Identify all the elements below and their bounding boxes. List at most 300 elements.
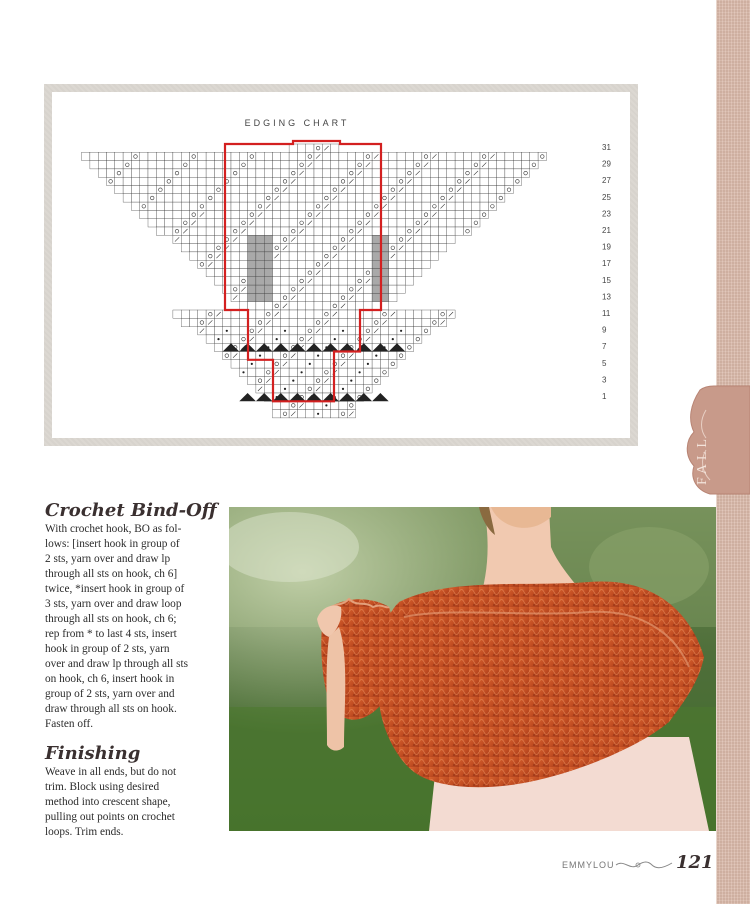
chart-cell: [405, 327, 413, 335]
chart-cell: [156, 194, 164, 202]
chart-cell: [405, 318, 413, 326]
chart-cell: [297, 152, 305, 160]
row-number: 13: [602, 292, 611, 302]
chart-cell: [364, 152, 372, 160]
row-number: 11: [602, 309, 611, 318]
chart-cell: [165, 161, 173, 169]
chart-cell: [248, 152, 256, 160]
chart-cell: [372, 376, 380, 384]
chart-cell: [339, 310, 347, 318]
chart-cell: [281, 219, 289, 227]
chart-cell: [331, 152, 339, 160]
chart-cell: [347, 277, 355, 285]
chart-cell: [372, 252, 380, 260]
chart-cell: [206, 169, 214, 177]
chart-cell: [297, 260, 305, 268]
chart-cell: [430, 219, 438, 227]
chart-cell: [372, 244, 380, 252]
chart-cell: [281, 269, 289, 277]
chart-cell: [297, 352, 305, 360]
chart-cell: [314, 186, 322, 194]
chart-cell: [131, 194, 139, 202]
shawl-photo: [229, 507, 716, 831]
chart-cell: [364, 352, 372, 360]
chart-cell: [107, 152, 115, 160]
row-number: 21: [602, 226, 611, 235]
chart-cell: [231, 210, 239, 218]
chart-cell: [131, 186, 139, 194]
chart-cell: [372, 194, 380, 202]
chart-cell: [289, 252, 297, 260]
chart-cell: [239, 194, 247, 202]
chart-cell: [306, 202, 314, 210]
chart-cell: [173, 161, 181, 169]
chart-cell: [463, 161, 471, 169]
chart-cell: [372, 302, 380, 310]
chart-cell: [140, 202, 148, 210]
chart-cell: [430, 202, 438, 210]
chart-cell: [480, 202, 488, 210]
chart-cell: [231, 335, 239, 343]
chart-cell: [248, 161, 256, 169]
chart-cell: [231, 285, 239, 293]
chart-cell: [314, 169, 322, 177]
chart-cell: [405, 335, 413, 343]
chart-cell: [289, 244, 297, 252]
chart-cell: [455, 161, 463, 169]
chart-cell: [256, 310, 264, 318]
chart-cell: [339, 202, 347, 210]
chart-cell: [347, 152, 355, 160]
chart-cell: [422, 186, 430, 194]
chart-cell: [397, 285, 405, 293]
chart-cell: [339, 219, 347, 227]
chart-cell: [297, 318, 305, 326]
chart-cell: [347, 327, 355, 335]
chart-cell: [264, 227, 272, 235]
chart-cell: [256, 202, 264, 210]
chart-cell: [439, 310, 447, 318]
purl-symbol: [276, 338, 278, 340]
chart-cell: [314, 302, 322, 310]
chart-cell: [273, 293, 281, 301]
chart-cell: [156, 177, 164, 185]
chart-cell: [480, 194, 488, 202]
chart-cell: [389, 285, 397, 293]
chart-cell: [148, 194, 156, 202]
chart-cell: [389, 210, 397, 218]
chart-cell: [148, 169, 156, 177]
chart-cell: [347, 186, 355, 194]
chart-cell: [314, 285, 322, 293]
chart-cell: [488, 194, 496, 202]
chart-cell: [223, 352, 231, 360]
section-title-crochet-bind-off: Crochet Bind-Off: [45, 500, 217, 521]
chart-cell: [248, 252, 256, 260]
row-number: 25: [602, 192, 611, 202]
chart-cell: [190, 318, 198, 326]
chart-cell: [239, 327, 247, 335]
chart-cell: [314, 376, 322, 384]
chart-cell: [148, 219, 156, 227]
chart-cell: [414, 219, 422, 227]
chart-cell: [422, 152, 430, 160]
chart-cell: [356, 177, 364, 185]
chart-cell: [256, 252, 264, 260]
chart-cell: [439, 219, 447, 227]
chart-cell: [405, 269, 413, 277]
purl-symbol: [325, 404, 327, 406]
chart-cell: [264, 210, 272, 218]
chart-cell: [422, 318, 430, 326]
chart-cell: [173, 202, 181, 210]
chart-cell: [289, 152, 297, 160]
chart-cell: [297, 376, 305, 384]
chart-cell: [264, 177, 272, 185]
chart-cell: [273, 285, 281, 293]
chart-cell: [414, 177, 422, 185]
chart-cell: [488, 202, 496, 210]
chart-cells: [82, 144, 547, 418]
chart-cell: [497, 194, 505, 202]
chart-cell: [281, 161, 289, 169]
chart-cell: [405, 227, 413, 235]
chart-cell: [488, 169, 496, 177]
chart-cell: [281, 252, 289, 260]
chart-cell: [364, 194, 372, 202]
chart-cell: [107, 177, 115, 185]
chart-cell: [190, 177, 198, 185]
chart-cell: [405, 169, 413, 177]
chart-cell: [322, 293, 330, 301]
purl-symbol: [292, 380, 294, 382]
chart-cell: [115, 177, 123, 185]
chart-cell: [140, 169, 148, 177]
chart-cell: [273, 202, 281, 210]
chart-cell: [165, 186, 173, 194]
chart-cell: [314, 293, 322, 301]
chart-cell: [513, 177, 521, 185]
chart-cell: [181, 202, 189, 210]
row-number: 29: [602, 159, 611, 169]
chart-cell: [281, 177, 289, 185]
chart-cell: [347, 269, 355, 277]
chart-cell: [364, 235, 372, 243]
chart-cell: [165, 152, 173, 160]
chart-cell: [389, 161, 397, 169]
chart-cell: [239, 177, 247, 185]
chart-cell: [347, 202, 355, 210]
chart-cell: [264, 260, 272, 268]
chart-cell: [297, 293, 305, 301]
chart-cell: [115, 152, 123, 160]
chart-cell: [206, 161, 214, 169]
chart-cell: [281, 194, 289, 202]
chart-cell: [214, 177, 222, 185]
chart-cell: [414, 186, 422, 194]
chart-cell: [364, 252, 372, 260]
chart-cell: [181, 186, 189, 194]
chart-cell: [455, 152, 463, 160]
chart-cell: [123, 169, 131, 177]
chart-cell: [322, 310, 330, 318]
chart-cell: [347, 219, 355, 227]
chart-cell: [480, 169, 488, 177]
chart-cell: [389, 277, 397, 285]
chart-cell: [422, 310, 430, 318]
chart-cell: [256, 293, 264, 301]
chart-cell: [206, 202, 214, 210]
chart-cell: [405, 219, 413, 227]
chart-cell: [447, 161, 455, 169]
chart-cell: [190, 235, 198, 243]
chart-cell: [331, 177, 339, 185]
chart-cell: [356, 210, 364, 218]
chart-cell: [206, 310, 214, 318]
chart-cell: [223, 310, 231, 318]
chart-cell: [422, 210, 430, 218]
chart-cell: [389, 177, 397, 185]
chart-cell: [281, 202, 289, 210]
chart-cell: [297, 177, 305, 185]
chart-cell: [198, 318, 206, 326]
chart-cell: [231, 161, 239, 169]
section-body-crochet-bind-off: With crochet hook, BO as fol- lows: [insert hook in group of 2 sts, yarn over and draw lp through all sts on hook, ch 6] twice, *insert hook in group of 3 sts, yarn over and draw loop through all sts on hook, ch 6; rep from * to last 4 sts, insert hook in group of 2 sts, yarn over and draw lp through all sts on hook, ch 6, insert hook in group of 2 sts, yarn over and draw through all sts on hook. Fasten off.: [45, 523, 189, 730]
chart-cell: [488, 186, 496, 194]
chart-cell: [405, 252, 413, 260]
chart-cell: [289, 360, 297, 368]
chart-cell: [256, 269, 264, 277]
chart-cell: [248, 368, 256, 376]
chart-cell: [439, 210, 447, 218]
chart-cell: [322, 210, 330, 218]
chart-cell: [289, 219, 297, 227]
chart-cell: [273, 410, 281, 418]
chart-cell: [214, 186, 222, 194]
chart-cell: [331, 318, 339, 326]
row-number: 7: [602, 342, 607, 352]
chart-cell: [447, 235, 455, 243]
chart-cell: [347, 252, 355, 260]
chart-cell: [455, 194, 463, 202]
chart-cell: [264, 327, 272, 335]
purl-symbol: [359, 371, 361, 373]
chart-cell: [239, 169, 247, 177]
chart-cell: [389, 227, 397, 235]
chart-cell: [198, 310, 206, 318]
chart-cell: [372, 260, 380, 268]
chart-cell: [405, 343, 413, 351]
chart-cell: [356, 376, 364, 384]
chart-cell: [414, 310, 422, 318]
chart-cell: [140, 210, 148, 218]
chart-cell: [414, 327, 422, 335]
chart-cell: [322, 219, 330, 227]
chart-cell: [331, 227, 339, 235]
chart-cell: [165, 169, 173, 177]
chart-cell: [389, 360, 397, 368]
chart-cell: [190, 252, 198, 260]
chart-cell: [264, 277, 272, 285]
chart-cell: [463, 194, 471, 202]
chart-cell: [231, 177, 239, 185]
chart-cell: [314, 401, 322, 409]
chart-cell: [256, 177, 264, 185]
chart-cell: [156, 169, 164, 177]
chart-cell: [422, 235, 430, 243]
chart-cell: [455, 177, 463, 185]
chart-cell: [273, 210, 281, 218]
chart-cell: [364, 285, 372, 293]
chart-cell: [414, 210, 422, 218]
page-number: 121: [676, 852, 714, 873]
chart-cell: [181, 244, 189, 252]
chart-cell: [322, 152, 330, 160]
chart-cell: [480, 152, 488, 160]
chart-cell: [347, 401, 355, 409]
chart-cell: [322, 177, 330, 185]
chart-cell: [513, 161, 521, 169]
chart-cell: [322, 244, 330, 252]
chart-cell: [347, 210, 355, 218]
chart-cell: [289, 310, 297, 318]
chart-cell: [273, 235, 281, 243]
chart-cell: [414, 335, 422, 343]
chart-cell: [231, 169, 239, 177]
chart-cell: [331, 244, 339, 252]
chart-cell: [248, 293, 256, 301]
chart-cell: [231, 227, 239, 235]
chart-cell: [206, 194, 214, 202]
row-number: 1: [602, 392, 607, 401]
chart-cell: [273, 401, 281, 409]
chart-cell: [339, 376, 347, 384]
chart-cell: [439, 194, 447, 202]
chart-cell: [364, 244, 372, 252]
chart-cell: [289, 260, 297, 268]
chart-cell: [214, 318, 222, 326]
chart-cell: [297, 385, 305, 393]
chart-cell: [364, 177, 372, 185]
chart-cell: [173, 310, 181, 318]
chart-cell: [322, 269, 330, 277]
chart-cell: [397, 161, 405, 169]
chart-cell: [356, 360, 364, 368]
chart-cell: [264, 252, 272, 260]
chart-cell: [314, 252, 322, 260]
chart-cell: [206, 235, 214, 243]
chart-cell: [314, 277, 322, 285]
chart-cell: [264, 169, 272, 177]
chart-cell: [331, 210, 339, 218]
chart-cell: [314, 244, 322, 252]
chart-cell: [538, 152, 546, 160]
chart-cell: [264, 335, 272, 343]
chart-cell: [372, 318, 380, 326]
chart-cell: [231, 194, 239, 202]
chart-cell: [264, 310, 272, 318]
chart-cell: [264, 293, 272, 301]
chart-cell: [273, 327, 281, 335]
chart-cell: [356, 152, 364, 160]
chart-cell: [131, 202, 139, 210]
chart-cell: [397, 227, 405, 235]
row-number: 15: [602, 275, 611, 285]
chart-cell: [488, 177, 496, 185]
chart-cell: [306, 352, 314, 360]
chart-cell: [439, 244, 447, 252]
chart-cell: [239, 202, 247, 210]
chart-cell: [314, 227, 322, 235]
chart-cell: [430, 186, 438, 194]
chart-cell: [281, 210, 289, 218]
chart-cell: [273, 277, 281, 285]
chart-cell: [331, 219, 339, 227]
chart-cell: [273, 219, 281, 227]
edging-chart-frame: [44, 84, 638, 446]
chart-cell: [231, 269, 239, 277]
chart-cell: [306, 194, 314, 202]
chart-cell: [430, 244, 438, 252]
chart-cell: [289, 194, 297, 202]
chart-cell: [190, 202, 198, 210]
chart-cell: [181, 161, 189, 169]
chart-cell: [156, 186, 164, 194]
chart-cell: [214, 260, 222, 268]
chart-cell: [372, 310, 380, 318]
footer-brand: EMMYLOU: [562, 860, 615, 870]
chart-cell: [397, 210, 405, 218]
chart-cell: [347, 310, 355, 318]
chart-cell: [455, 202, 463, 210]
chart-cell: [190, 152, 198, 160]
chart-cell: [405, 152, 413, 160]
chart-cell: [356, 302, 364, 310]
chart-cell: [322, 352, 330, 360]
purl-symbol: [342, 388, 344, 390]
row-number: 31: [602, 143, 611, 152]
chart-cell: [347, 360, 355, 368]
chart-cell: [248, 169, 256, 177]
chart-cell: [181, 310, 189, 318]
chart-cell: [131, 152, 139, 160]
chart-cell: [372, 169, 380, 177]
chart-cell: [115, 161, 123, 169]
chart-cell: [356, 269, 364, 277]
chart-cell: [331, 169, 339, 177]
chart-cell: [214, 343, 222, 351]
chart-cell: [156, 210, 164, 218]
chart-cell: [347, 169, 355, 177]
chart-cell: [447, 210, 455, 218]
chart-cell: [273, 302, 281, 310]
chart-cell: [372, 227, 380, 235]
purl-symbol: [284, 388, 286, 390]
chart-cell: [397, 177, 405, 185]
chart-cell: [198, 169, 206, 177]
chart-cell: [107, 169, 115, 177]
chart-cell: [173, 227, 181, 235]
chart-cell: [264, 186, 272, 194]
chart-cell: [397, 202, 405, 210]
chart-cell: [281, 227, 289, 235]
chart-cell: [306, 210, 314, 218]
chart-cell: [339, 335, 347, 343]
chart-cell: [372, 335, 380, 343]
chart-cell: [248, 285, 256, 293]
chart-cell: [314, 161, 322, 169]
chart-cell: [297, 327, 305, 335]
